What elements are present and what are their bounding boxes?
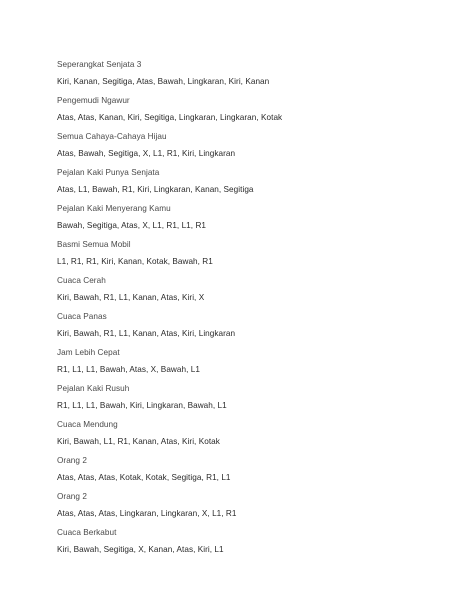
cheat-title: Cuaca Panas bbox=[57, 312, 107, 321]
list-item bbox=[57, 236, 457, 272]
cheat-title: Pengemudi Ngawur bbox=[57, 96, 130, 105]
cheat-title: Orang 2 bbox=[57, 492, 87, 501]
list-item bbox=[57, 488, 457, 524]
list-item bbox=[57, 308, 457, 344]
cheat-code: Atas, Bawah, Segitiga, X, L1, R1, Kiri, Lingkaran bbox=[57, 149, 236, 158]
cheat-code: L1, R1, R1, Kiri, Kanan, Kotak, Bawah, R1 bbox=[57, 257, 213, 266]
cheat-code-list bbox=[57, 56, 457, 560]
cheat-code: Atas, Atas, Atas, Lingkaran, Lingkaran, X, L1, R1 bbox=[57, 509, 237, 518]
cheat-title: Orang 2 bbox=[57, 456, 87, 465]
list-item bbox=[57, 164, 457, 200]
list-item bbox=[57, 128, 457, 164]
list-item bbox=[57, 92, 457, 128]
cheat-code: Atas, L1, Bawah, R1, Kiri, Lingkaran, Kanan, Segitiga bbox=[57, 185, 254, 194]
list-item bbox=[57, 344, 457, 380]
list-item bbox=[57, 380, 457, 416]
cheat-code: R1, L1, L1, Bawah, Kiri, Lingkaran, Bawah, L1 bbox=[57, 401, 227, 410]
cheat-title: Cuaca Mendung bbox=[57, 420, 118, 429]
list-item bbox=[57, 200, 457, 236]
list-item bbox=[57, 452, 457, 488]
cheat-code: R1, L1, L1, Bawah, Atas, X, Bawah, L1 bbox=[57, 365, 200, 374]
cheat-title: Pejalan Kaki Punya Senjata bbox=[57, 168, 160, 177]
cheat-title: Seperangkat Senjata 3 bbox=[57, 60, 142, 69]
cheat-title: Cuaca Berkabut bbox=[57, 528, 117, 537]
cheat-code: Kiri, Kanan, Segitiga, Atas, Bawah, Lingkaran, Kiri, Kanan bbox=[57, 77, 270, 86]
cheat-code: Kiri, Bawah, R1, L1, Kanan, Atas, Kiri, Lingkaran bbox=[57, 329, 236, 338]
cheat-title: Pejalan Kaki Rusuh bbox=[57, 384, 130, 393]
list-item bbox=[57, 56, 457, 92]
list-item bbox=[57, 272, 457, 308]
cheat-code: Bawah, Segitiga, Atas, X, L1, R1, L1, R1 bbox=[57, 221, 207, 230]
cheat-code: Kiri, Bawah, R1, L1, Kanan, Atas, Kiri, X bbox=[57, 293, 205, 302]
list-item bbox=[57, 524, 457, 560]
list-item bbox=[57, 416, 457, 452]
cheat-code: Kiri, Bawah, L1, R1, Kanan, Atas, Kiri, Kotak bbox=[57, 437, 220, 446]
cheat-code: Atas, Atas, Atas, Kotak, Kotak, Segitiga, R1, L1 bbox=[57, 473, 231, 482]
cheat-title: Pejalan Kaki Menyerang Kamu bbox=[57, 204, 171, 213]
cheat-title: Semua Cahaya-Cahaya Hijau bbox=[57, 132, 167, 141]
cheat-title: Basmi Semua Mobil bbox=[57, 240, 131, 249]
cheat-title: Cuaca Cerah bbox=[57, 276, 106, 285]
cheat-code: Atas, Atas, Kanan, Kiri, Segitiga, Lingkaran, Lingkaran, Kotak bbox=[57, 113, 283, 122]
cheat-code: Kiri, Bawah, Segitiga, X, Kanan, Atas, Kiri, L1 bbox=[57, 545, 224, 554]
cheat-title: Jam Lebih Cepat bbox=[57, 348, 120, 357]
